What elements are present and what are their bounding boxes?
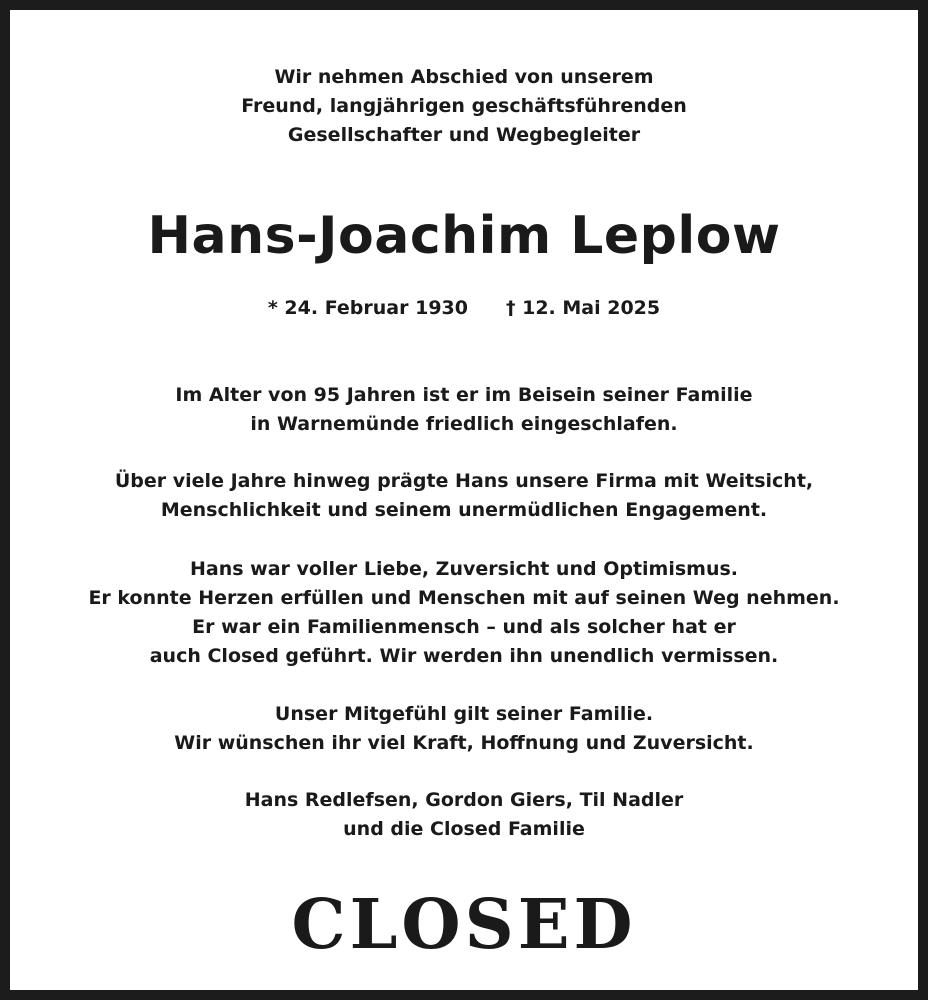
paragraph-line: Über viele Jahre hinweg prägte Hans unsere Firma mit Weitsicht, [114, 470, 814, 492]
intro-line: Wir nehmen Abschied von unserem [274, 66, 654, 88]
paragraph-tribute [0, 467, 928, 525]
death-date: † 12. Mai 2025 [505, 297, 661, 319]
paragraph-line: Er war ein Familienmensch – und als solcher hat er [192, 616, 736, 638]
birth-date: * 24. Februar 1930 [267, 297, 468, 319]
closed-logo: CLOSED [291, 885, 637, 965]
paragraph-character [0, 555, 928, 671]
paragraph-line: Im Alter von 95 Jahren ist er im Beisein seiner Familie [175, 384, 753, 406]
life-dates [0, 294, 928, 323]
paragraph-line: auch Closed geführt. Wir werden ihn unendlich vermissen. [149, 645, 779, 667]
intro-line: Freund, langjährigen geschäftsführenden [241, 95, 687, 117]
signature-line: Hans Redlefsen, Gordon Giers, Til Nadler [244, 789, 684, 811]
paragraph-line: Unser Mitgefühl gilt seiner Familie. [274, 703, 654, 725]
paragraph-line: Hans war voller Liebe, Zuversicht und Optimismus. [189, 558, 739, 580]
paragraph-line: Menschlichkeit und seinem unermüdlichen Engagement. [160, 499, 768, 521]
signature-block [0, 786, 928, 844]
intro-text [0, 63, 928, 150]
signature-line: und die Closed Familie [343, 818, 585, 840]
intro-line: Gesellschafter und Wegbegleiter [287, 124, 641, 146]
paragraph-condolence [0, 700, 928, 758]
paragraph-line: Er konnte Herzen erfüllen und Menschen mit auf seinen Weg nehmen. [88, 587, 840, 609]
paragraph-passing [0, 381, 928, 439]
paragraph-line: in Warnemünde friedlich eingeschlafen. [250, 413, 678, 435]
deceased-name: Hans-Joachim Leplow [147, 206, 781, 266]
paragraph-line: Wir wünschen ihr viel Kraft, Hoffnung und Zuversicht. [174, 732, 754, 754]
